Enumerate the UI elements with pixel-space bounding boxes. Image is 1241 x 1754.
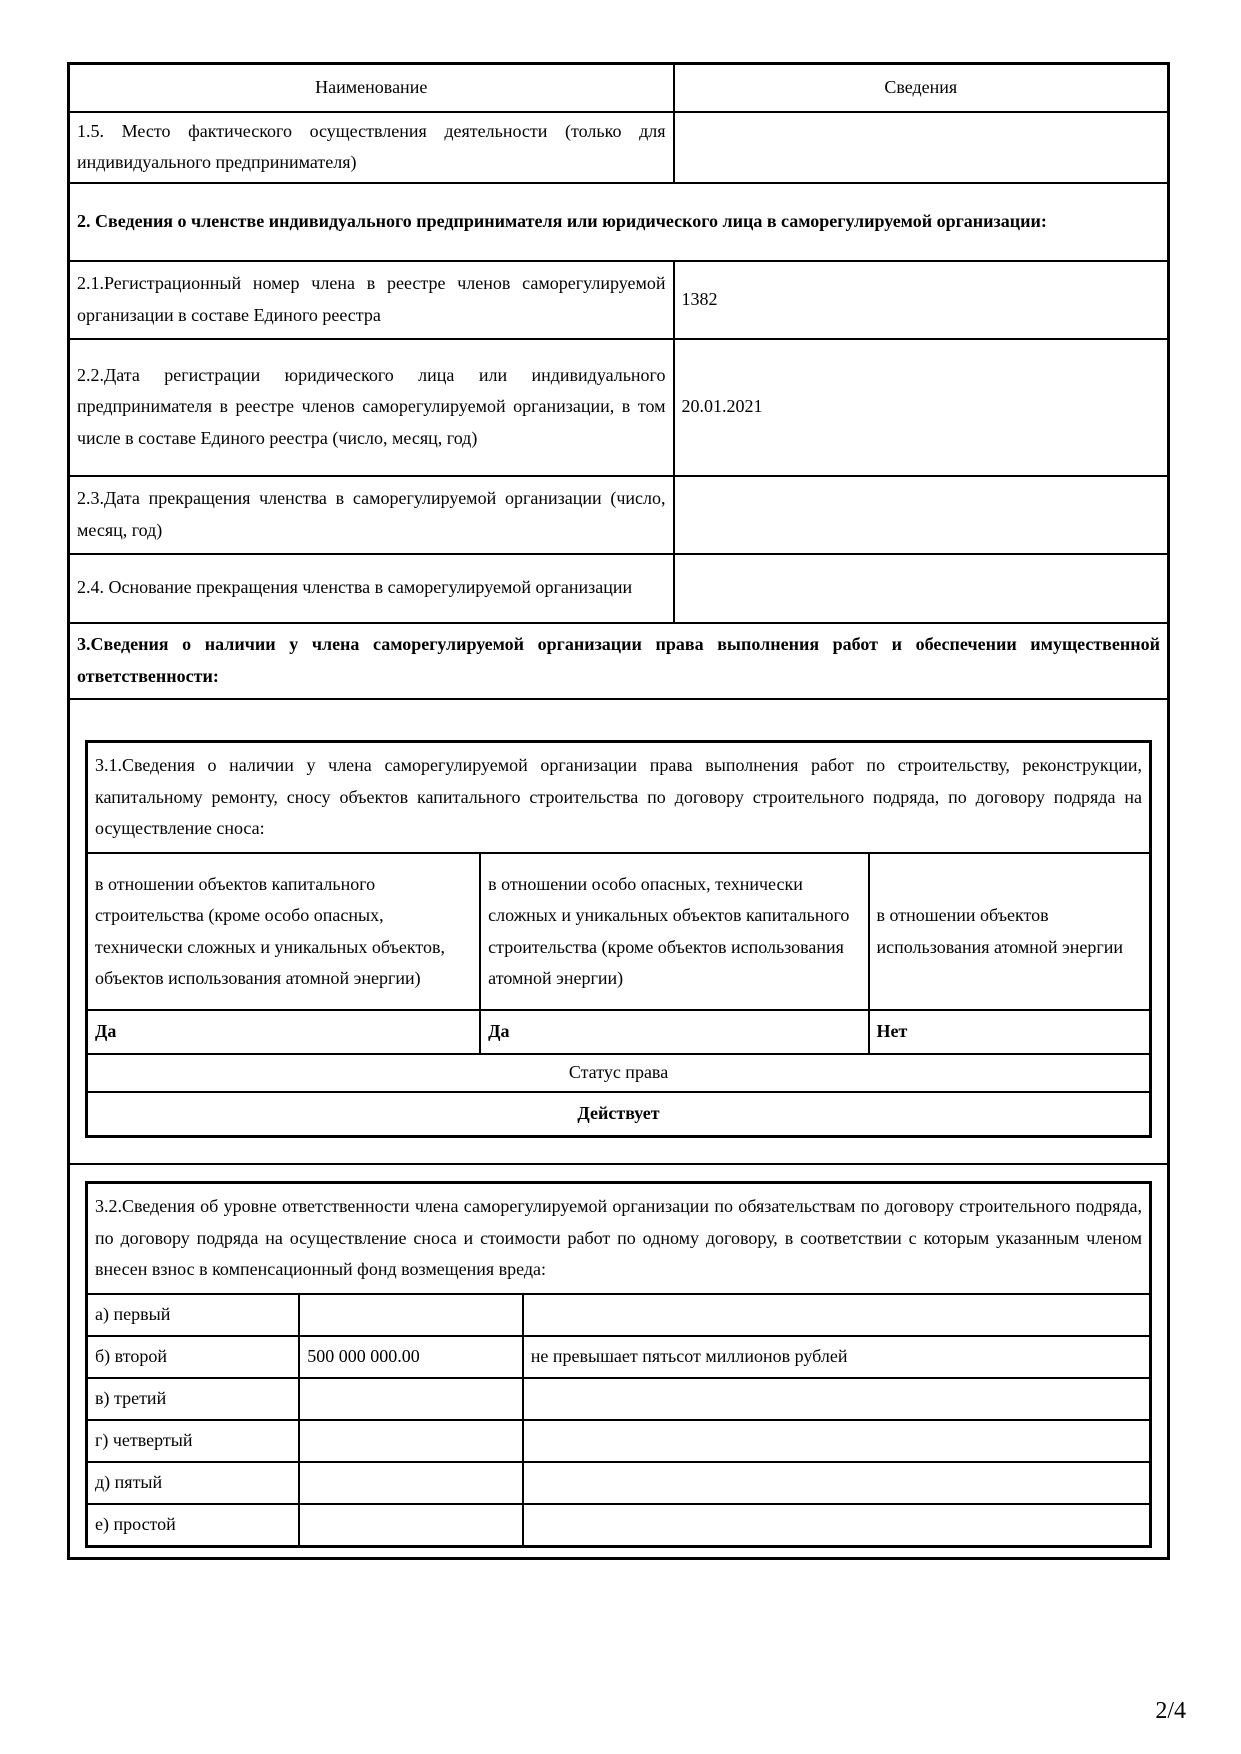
block-3-1-title: 3.1.Сведения о наличии у члена саморегулируемой организации права выполнения работ по строительству, реконструкции, капитальному ремонту, сносу объектов капитального строительства по договору строительного подряда, по договору подряда на осуществление сноса: (87, 741, 1151, 853)
level-label: е) простой (87, 1504, 300, 1546)
level-row (87, 1294, 1151, 1336)
block-3-1-answer-0: Да (87, 1010, 481, 1054)
status-label: Статус права (87, 1054, 1151, 1092)
block-3-2-container-row (69, 1164, 1169, 1559)
section-2-header-row (69, 183, 1169, 261)
level-amount (299, 1504, 522, 1546)
level-label: б) второй (87, 1336, 300, 1378)
section-2-title: 2. Сведения о членстве индивидуального предпринимателя или юридического лица в саморегулируемой организации: (69, 183, 1169, 261)
level-note (523, 1420, 1151, 1462)
level-row (87, 1336, 1151, 1378)
block-3-1-title-row (87, 741, 1151, 853)
table-header-row (69, 64, 1169, 112)
table-row (69, 112, 1169, 183)
level-amount (299, 1462, 522, 1504)
level-row (87, 1378, 1151, 1420)
block-3-1-answer-2: Нет (869, 1010, 1151, 1054)
block-3-1-col-header-2: в отношении объектов использования атомной энергии (869, 853, 1151, 1010)
level-note: не превышает пятьсот миллионов рублей (523, 1336, 1151, 1378)
block-3-1-col-header-1: в отношении особо опасных, технически сложных и уникальных объектов капитального строительства (кроме объектов использования атомной энергии) (480, 853, 868, 1010)
level-row (87, 1504, 1151, 1546)
level-note (523, 1294, 1151, 1336)
row-2-2-value: 20.01.2021 (674, 339, 1169, 476)
row-2-1-label: 2.1.Регистрационный номер члена в реестре членов саморегулируемой организации в составе Единого реестра (69, 261, 674, 339)
block-3-1-container-row (69, 699, 1169, 1164)
row-2-1-value: 1382 (674, 261, 1169, 339)
level-label: д) пятый (87, 1462, 300, 1504)
level-row (87, 1420, 1151, 1462)
block-3-1-col-header-0: в отношении объектов капитального строительства (кроме особо опасных, технически сложных и уникальных объектов, объектов использования атомной энергии) (87, 853, 481, 1010)
table-row (69, 339, 1169, 476)
page-number: 2/4 (1155, 1698, 1186, 1724)
table-3-1 (85, 740, 1152, 1138)
row-2-3-label: 2.3.Дата прекращения членства в саморегулируемой организации (число, месяц, год) (69, 476, 674, 554)
status-label-row (87, 1054, 1151, 1092)
level-row (87, 1462, 1151, 1504)
row-2-4-value (674, 554, 1169, 623)
section-3-title: 3.Сведения о наличии у члена саморегулируемой организации права выполнения работ и обеспечении имущественной ответственности: (69, 623, 1169, 699)
level-note (523, 1462, 1151, 1504)
level-label: в) третий (87, 1378, 300, 1420)
block-3-1-answers-row (87, 1010, 1151, 1054)
level-amount (299, 1420, 522, 1462)
level-amount: 500 000 000.00 (299, 1336, 522, 1378)
header-name-cell: Наименование (69, 64, 674, 112)
level-amount (299, 1378, 522, 1420)
level-label: г) четвертый (87, 1420, 300, 1462)
level-label: а) первый (87, 1294, 300, 1336)
level-amount (299, 1294, 522, 1336)
table-row (69, 476, 1169, 554)
header-details-cell: Сведения (674, 64, 1169, 112)
registry-table (67, 62, 1170, 1560)
status-value-row (87, 1092, 1151, 1136)
level-note (523, 1504, 1151, 1546)
block-3-1-column-headers-row (87, 853, 1151, 1010)
row-2-3-value (674, 476, 1169, 554)
table-row (69, 261, 1169, 339)
block-3-2-title: 3.2.Сведения об уровне ответственности члена саморегулируемой организации по обязательствам по договору строительного подряда, по договору подряда на осуществление сноса и стоимости работ по одному договору, в соответствии с которым указанным членом внесен взнос в компенсационный фонд возмещения вреда: (87, 1182, 1151, 1294)
level-note (523, 1378, 1151, 1420)
block-3-1-container-cell (69, 699, 1169, 1164)
row-2-2-label: 2.2.Дата регистрации юридического лица или индивидуального предпринимателя в реестре членов саморегулируемой организации, в том числе в составе Единого реестра (число, месяц, год) (69, 339, 674, 476)
row-1-5-value (674, 112, 1169, 183)
block-3-1-answer-1: Да (480, 1010, 868, 1054)
table-3-2 (85, 1181, 1152, 1548)
row-1-5-label: 1.5. Место фактического осуществления деятельности (только для индивидуального предпринимателя) (69, 112, 674, 183)
block-3-2-container-cell (69, 1164, 1169, 1559)
status-value: Действует (87, 1092, 1151, 1136)
table-row (69, 554, 1169, 623)
row-2-4-label: 2.4. Основание прекращения членства в саморегулируемой организации (69, 554, 674, 623)
section-3-header-row (69, 623, 1169, 699)
block-3-2-title-row (87, 1182, 1151, 1294)
